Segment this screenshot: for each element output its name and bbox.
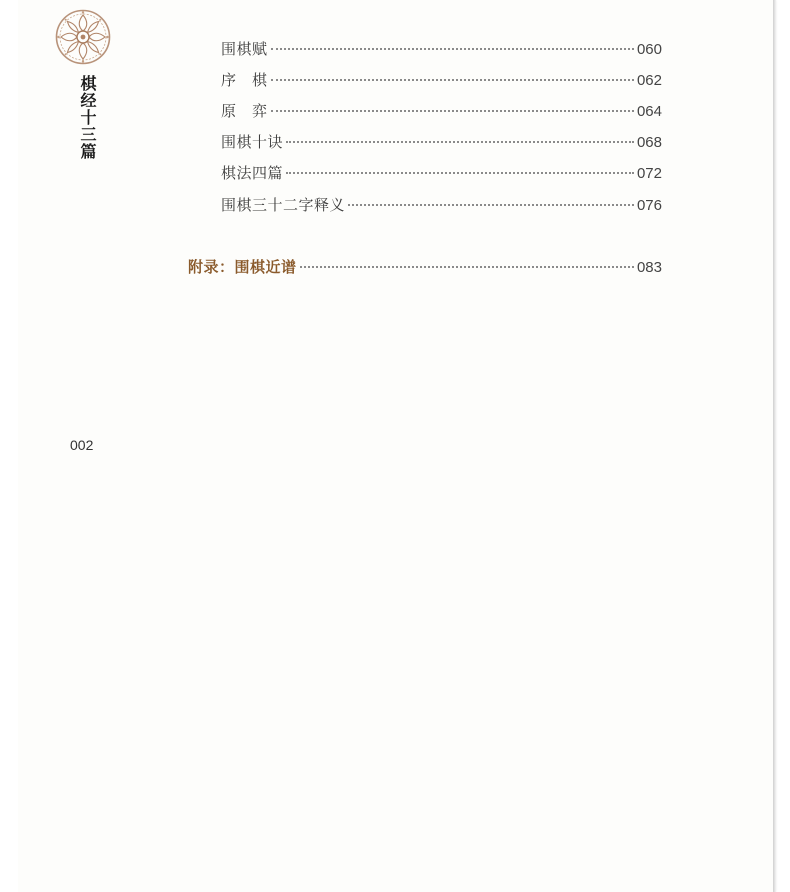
toc-entry-title: 棋法四篇	[221, 164, 284, 182]
toc-entry-page: 072	[636, 165, 662, 182]
toc-entry-page: 076	[636, 197, 662, 214]
appendix-title: 附录：围棋近谱	[188, 258, 297, 276]
toc-entry[interactable]	[221, 162, 662, 184]
toc-entry-title: 序 棋	[221, 71, 268, 89]
floral-medallion-icon	[55, 9, 111, 65]
toc-entry-page: 060	[636, 41, 662, 58]
toc-entry[interactable]	[221, 69, 662, 91]
book-title: 棋经十三篇	[78, 75, 97, 160]
appendix-page: 083	[636, 259, 662, 276]
toc-entry-title: 围棋三十二字释义	[221, 196, 346, 214]
dot-leader	[348, 204, 634, 206]
toc-entry[interactable]	[221, 38, 662, 60]
dot-leader	[300, 266, 634, 268]
toc-entry-page: 068	[636, 134, 662, 151]
toc-entry[interactable]	[221, 100, 662, 122]
page-number: 002	[70, 437, 94, 453]
toc-entry-title: 原 弈	[221, 102, 268, 120]
toc-appendix-entry[interactable]	[188, 256, 662, 278]
toc-entry-page: 064	[636, 103, 662, 120]
dot-leader	[286, 172, 634, 174]
book-page	[18, 0, 773, 892]
dot-leader	[286, 141, 634, 143]
page-edge-shadow	[773, 0, 776, 892]
toc-entry-title: 围棋赋	[221, 40, 268, 58]
dot-leader	[271, 48, 634, 50]
toc-entry[interactable]	[221, 194, 662, 216]
dot-leader	[271, 110, 634, 112]
toc-entry-page: 062	[636, 72, 662, 89]
dot-leader	[271, 79, 634, 81]
toc-entry[interactable]	[221, 131, 662, 153]
toc-entry-title: 围棋十诀	[221, 133, 284, 151]
